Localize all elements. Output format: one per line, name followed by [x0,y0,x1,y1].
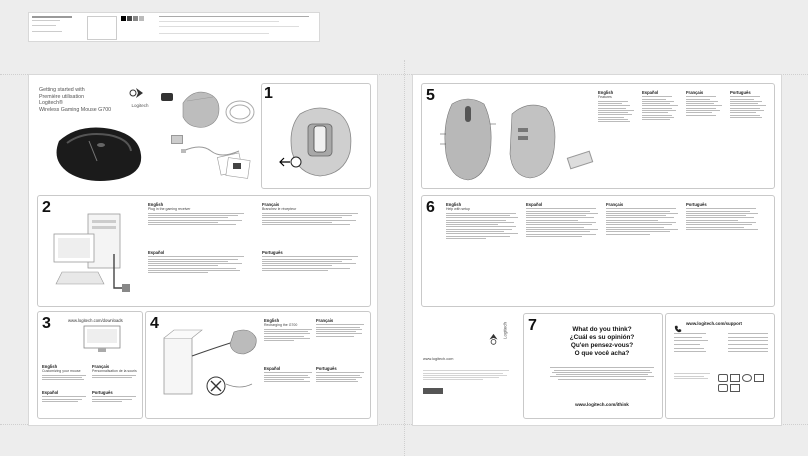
website-url[interactable]: www.logitech.com [423,357,454,361]
cover-title-line: Logitech® [39,100,63,106]
feedback-line: Qu'en pensez-vous? [570,342,634,349]
step-5-text-fr [686,90,726,117]
language-heading: Português [316,366,337,371]
feedback-headline [546,326,658,358]
cover-panel [37,83,155,187]
feedback-body [546,366,658,381]
language-heading: English [42,364,58,369]
bin-mark-icon [754,374,764,382]
cover-title-line: Première utilisation [39,93,85,100]
section-subheading: Branchez le récepteur [262,207,297,211]
support-phone-table [674,332,768,354]
cert-mark-icon [718,384,728,392]
language-heading: Português [92,390,113,395]
certification-marks [718,374,768,392]
language-heading: Español [148,250,165,255]
logitech-mark-icon [129,88,143,98]
battery-install-image [280,102,360,182]
step-2-text-pt [262,250,366,272]
language-heading: Español [264,366,281,371]
step-6-panel [421,195,775,307]
section-subheading: Customizing your mouse [42,369,81,373]
language-heading: Français [686,90,704,95]
step-5-text-en [598,90,638,124]
box-icon [161,93,173,101]
language-heading: Français [316,318,334,323]
language-heading: Español [42,390,59,395]
switch-detail-image [567,151,594,170]
step-5-panel [421,83,775,189]
spec-strip-line [32,25,56,26]
language-heading: Español [642,90,659,95]
step-3-panel [37,311,143,419]
brand-text: Logitech [131,103,149,108]
step-4-text-pt [316,366,366,384]
fc-mark-icon [730,374,740,382]
language-heading: English [446,202,462,207]
recharge-cable-image [160,326,260,410]
step-2-panel [37,195,371,307]
feedback-line: O que você acha? [574,350,630,357]
logitech-logo [129,85,151,108]
monitor-image [82,326,122,354]
language-heading: English [148,202,164,207]
cert-mark-icon [742,374,752,382]
step-6-text-fr [606,202,682,236]
left-sheet [28,74,378,426]
language-heading: Português [686,202,707,207]
language-heading: English [264,318,280,323]
spec-strip-rule [159,21,279,22]
step-4-text-fr [316,318,366,338]
cable-coil-image [223,97,257,127]
support-url[interactable]: www.logitech.com/support [686,321,742,326]
step-number: 5 [426,87,435,104]
language-heading: English [598,90,614,95]
spec-strip-line [32,16,72,18]
step-4-panel [145,311,371,419]
language-heading: Español [526,202,543,207]
section-subheading: Personnalisation de la souris [92,369,137,373]
step-3-text-en [42,364,88,382]
mouse-cover-image [49,121,149,185]
step-number: 7 [528,317,537,334]
feedback-line: ¿Cuál es su opinión? [569,334,635,341]
step-number: 1 [264,85,273,102]
step-2-text-es [148,250,254,275]
support-panel [665,313,775,419]
spec-strip-rule [159,33,269,34]
language-heading: Português [730,90,751,95]
section-subheading: Recharging the G700 [264,323,298,327]
back-logo [485,316,508,346]
step-3-text-pt [92,390,138,403]
legal-text [423,369,513,394]
spec-strip-rule [159,26,299,27]
barcode [423,388,443,394]
step-4-text-es [264,366,314,384]
feedback-line: What do you think? [572,326,632,333]
language-heading: Français [606,202,624,207]
mouse-features-top-image [440,94,496,182]
brand-text: Logitech [502,322,508,340]
cover-title-line: Getting started with [39,87,85,93]
step-6-text-es [526,202,602,238]
spec-strip-line [32,31,62,32]
step-2-text-en [148,202,254,226]
step-2-text-fr [262,202,366,226]
receiver-plug-image [52,214,136,294]
cover-title-line: Wireless Gaming Mouse G700 [39,106,112,113]
spec-box [87,16,117,40]
color-swatches [121,16,151,38]
step-1-panel [261,83,371,189]
cert-mark-icon [730,384,740,392]
step-6-text-en [446,202,522,240]
step-number: 2 [42,199,51,216]
ce-mark-icon [718,374,728,382]
contents-panel [161,83,259,187]
language-heading: Português [262,250,283,255]
mouse-top-image [179,89,221,129]
regulatory-text [674,372,714,380]
language-heading: Français [262,202,280,207]
section-subheading: Plug in the gaming receiver [148,207,191,211]
language-heading: Français [92,364,110,369]
spec-strip [28,12,320,42]
fold-guide-center [404,60,405,456]
step-6-text-pt [686,202,766,231]
spec-strip-line [32,20,60,21]
cover-title [39,87,129,113]
right-sheet [412,74,782,426]
mouse-features-side-image [504,98,560,182]
back-cover-panel [421,313,517,417]
documentation-image [215,149,255,183]
step-5-text-es [642,90,682,122]
step-3-text-es [42,390,88,403]
step-number: 4 [150,315,159,332]
step-3-text-fr [92,364,138,379]
step-5-text-pt [730,90,770,119]
spec-strip-rule [159,16,309,17]
feedback-url[interactable]: www.logitech.com/ithink [575,402,629,407]
step-4-text-en [264,318,314,342]
section-subheading: Help with setup [446,207,470,211]
step-number: 3 [42,315,51,332]
step-7-panel [523,313,663,419]
section-subheading: Features [598,95,612,99]
step-number: 6 [426,199,435,216]
logitech-mark-icon [490,334,498,346]
download-url[interactable]: www.logitech.com/downloads [68,318,123,323]
